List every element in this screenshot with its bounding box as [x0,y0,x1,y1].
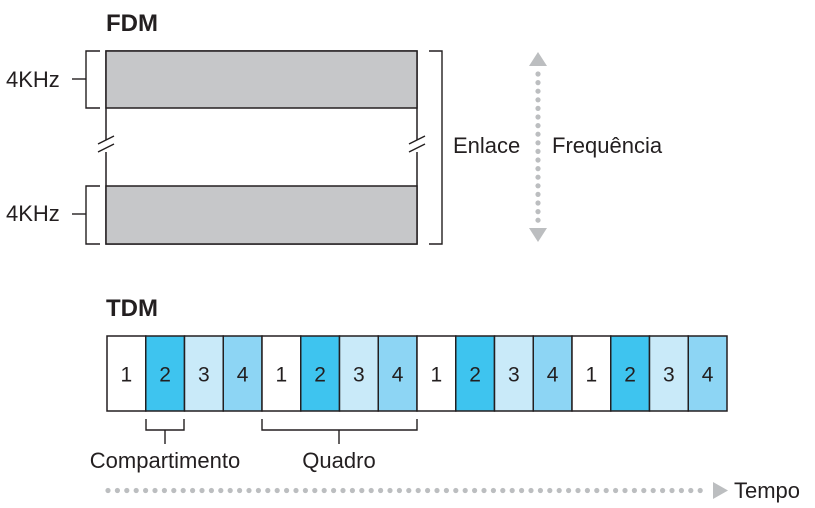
tdm-slot [301,336,340,411]
time-axis-dot [547,488,552,493]
time-axis-dot [331,488,336,493]
frequency-axis-dot [535,123,540,128]
time-axis-dot [237,488,242,493]
frequency-axis-dot [535,218,540,223]
tdm-slot-number: 1 [585,363,598,387]
fdm-left-brackets [72,51,100,244]
frequency-axis-dot [535,183,540,188]
tdm-slot-number: 1 [430,363,443,387]
tdm-slot [533,336,572,411]
tdm-slot [572,336,611,411]
time-axis-dot [651,488,656,493]
time-axis-dot [434,488,439,493]
tdm-title: TDM [106,295,158,322]
time-axis-dot [688,488,693,493]
time-axis-dot [575,488,580,493]
tdm-slot-label: Compartimento [89,448,241,473]
time-axis-dot [312,488,317,493]
time-axis-dot [359,488,364,493]
time-axis-dot [416,488,421,493]
time-axis-dot [152,488,157,493]
frequency-axis-dot [535,200,540,205]
frequency-axis-dot [535,89,540,94]
tdm-slot [262,336,301,411]
tdm-slot [417,336,456,411]
tdm-slot [378,336,417,411]
time-axis-dot [510,488,515,493]
time-axis-dot [105,488,110,493]
time-axis-dot [604,488,609,493]
frequency-arrow-down-icon [529,228,547,242]
tdm-slot [650,336,689,411]
time-arrow-right-icon [713,482,728,499]
time-axis-dot [481,488,486,493]
time-axis-dot [594,488,599,493]
time-axis-dot [538,488,543,493]
frequency-axis-dot [535,71,540,76]
time-axis-dot [246,488,251,493]
time-axis-dot [265,488,270,493]
time-axis-dot [124,488,129,493]
time-axis-dot [472,488,477,493]
time-axis-dot [641,488,646,493]
time-axis-dot [669,488,674,493]
tdm-frame-label: Quadro [302,448,376,473]
fdm-link-label: Enlace [453,133,521,158]
frequency-arrow-up-icon [529,52,547,66]
frequency-axis-dot [535,209,540,214]
frequency-axis-dot [535,80,540,85]
tdm-slot-number: 4 [546,363,559,387]
time-axis-dot [566,488,571,493]
fdm-channel-band-bottom [106,186,417,244]
time-axis-dot [519,488,524,493]
tdm-slot [340,336,379,411]
tdm-slot-number: 2 [469,363,481,387]
time-axis-dot [698,488,703,493]
time-axis-dots [105,488,702,493]
tdm-slot [688,336,727,411]
fdm-link-bracket [429,51,442,244]
frequency-axis-dot [535,114,540,119]
time-axis-dot [557,488,562,493]
frequency-axis-dot [535,97,540,102]
tdm-slot-number: 4 [236,363,249,387]
tdm-slot-number: 3 [663,363,675,387]
tdm-slot-number: 2 [624,363,636,387]
fdm-channel-label-top: 4KHz [6,67,60,92]
time-axis-dot [181,488,186,493]
tdm-slot [611,336,650,411]
time-axis-dot [115,488,120,493]
frequency-axis-label: Frequência [552,133,663,158]
frequency-axis-dot [535,106,540,111]
frequency-axis-dot [535,149,540,154]
time-axis-dot [171,488,176,493]
time-axis-dot [622,488,627,493]
time-axis-dot [350,488,355,493]
time-axis-dot [209,488,214,493]
tdm-slot-number: 3 [508,363,520,387]
time-axis-dot [218,488,223,493]
tdm-slot-number: 4 [701,363,714,387]
frequency-axis-dots [535,71,540,222]
time-axis-dot [397,488,402,493]
time-axis-dot [632,488,637,493]
tdm-slot-number: 2 [314,363,326,387]
time-axis-dot [143,488,148,493]
tdm-slot-number: 4 [391,363,404,387]
time-axis-dot [500,488,505,493]
frequency-axis-dot [535,175,540,180]
time-axis-dot [444,488,449,493]
time-axis-dot [162,488,167,493]
tdm-slot [223,336,262,411]
tdm-slot [185,336,224,411]
time-axis-dot [303,488,308,493]
fdm-title: FDM [106,10,158,37]
time-axis-dot [190,488,195,493]
frequency-axis-dot [535,132,540,137]
time-axis-dot [463,488,468,493]
time-axis-dot [491,488,496,493]
time-axis-dot [585,488,590,493]
frequency-axis-dot [535,166,540,171]
tdm-slot-number: 3 [353,363,365,387]
tdm-slot-number: 1 [120,363,133,387]
frequency-axis-dot [535,192,540,197]
time-axis-dot [387,488,392,493]
time-axis-label: Tempo [734,478,801,503]
time-axis-dot [293,488,298,493]
time-axis-dot [613,488,618,493]
time-axis-dot [660,488,665,493]
time-axis-dot [425,488,430,493]
fdm-channel-band-top [106,51,417,108]
tdm-slot [456,336,495,411]
tdm-slot-strip [107,336,727,411]
tdm-braces [146,419,417,444]
frequency-axis-dot [535,140,540,145]
time-axis-dot [322,488,327,493]
time-axis-dot [275,488,280,493]
tdm-slot [146,336,185,411]
time-axis-dot [228,488,233,493]
time-axis-dot [284,488,289,493]
frequency-axis-dot [535,157,540,162]
time-axis-dot [378,488,383,493]
tdm-slot [107,336,146,411]
time-axis-dot [679,488,684,493]
tdm-slot [495,336,534,411]
time-axis-dot [256,488,261,493]
tdm-slot-number: 2 [159,363,171,387]
time-axis-dot [134,488,139,493]
time-axis-dot [528,488,533,493]
fdm-channel-label-bottom: 4KHz [6,201,60,226]
time-axis-dot [406,488,411,493]
time-axis-dot [453,488,458,493]
time-axis-dot [340,488,345,493]
tdm-slot-number: 3 [198,363,210,387]
time-axis-dot [199,488,204,493]
tdm-slot-number: 1 [275,363,288,387]
time-axis-dot [369,488,374,493]
